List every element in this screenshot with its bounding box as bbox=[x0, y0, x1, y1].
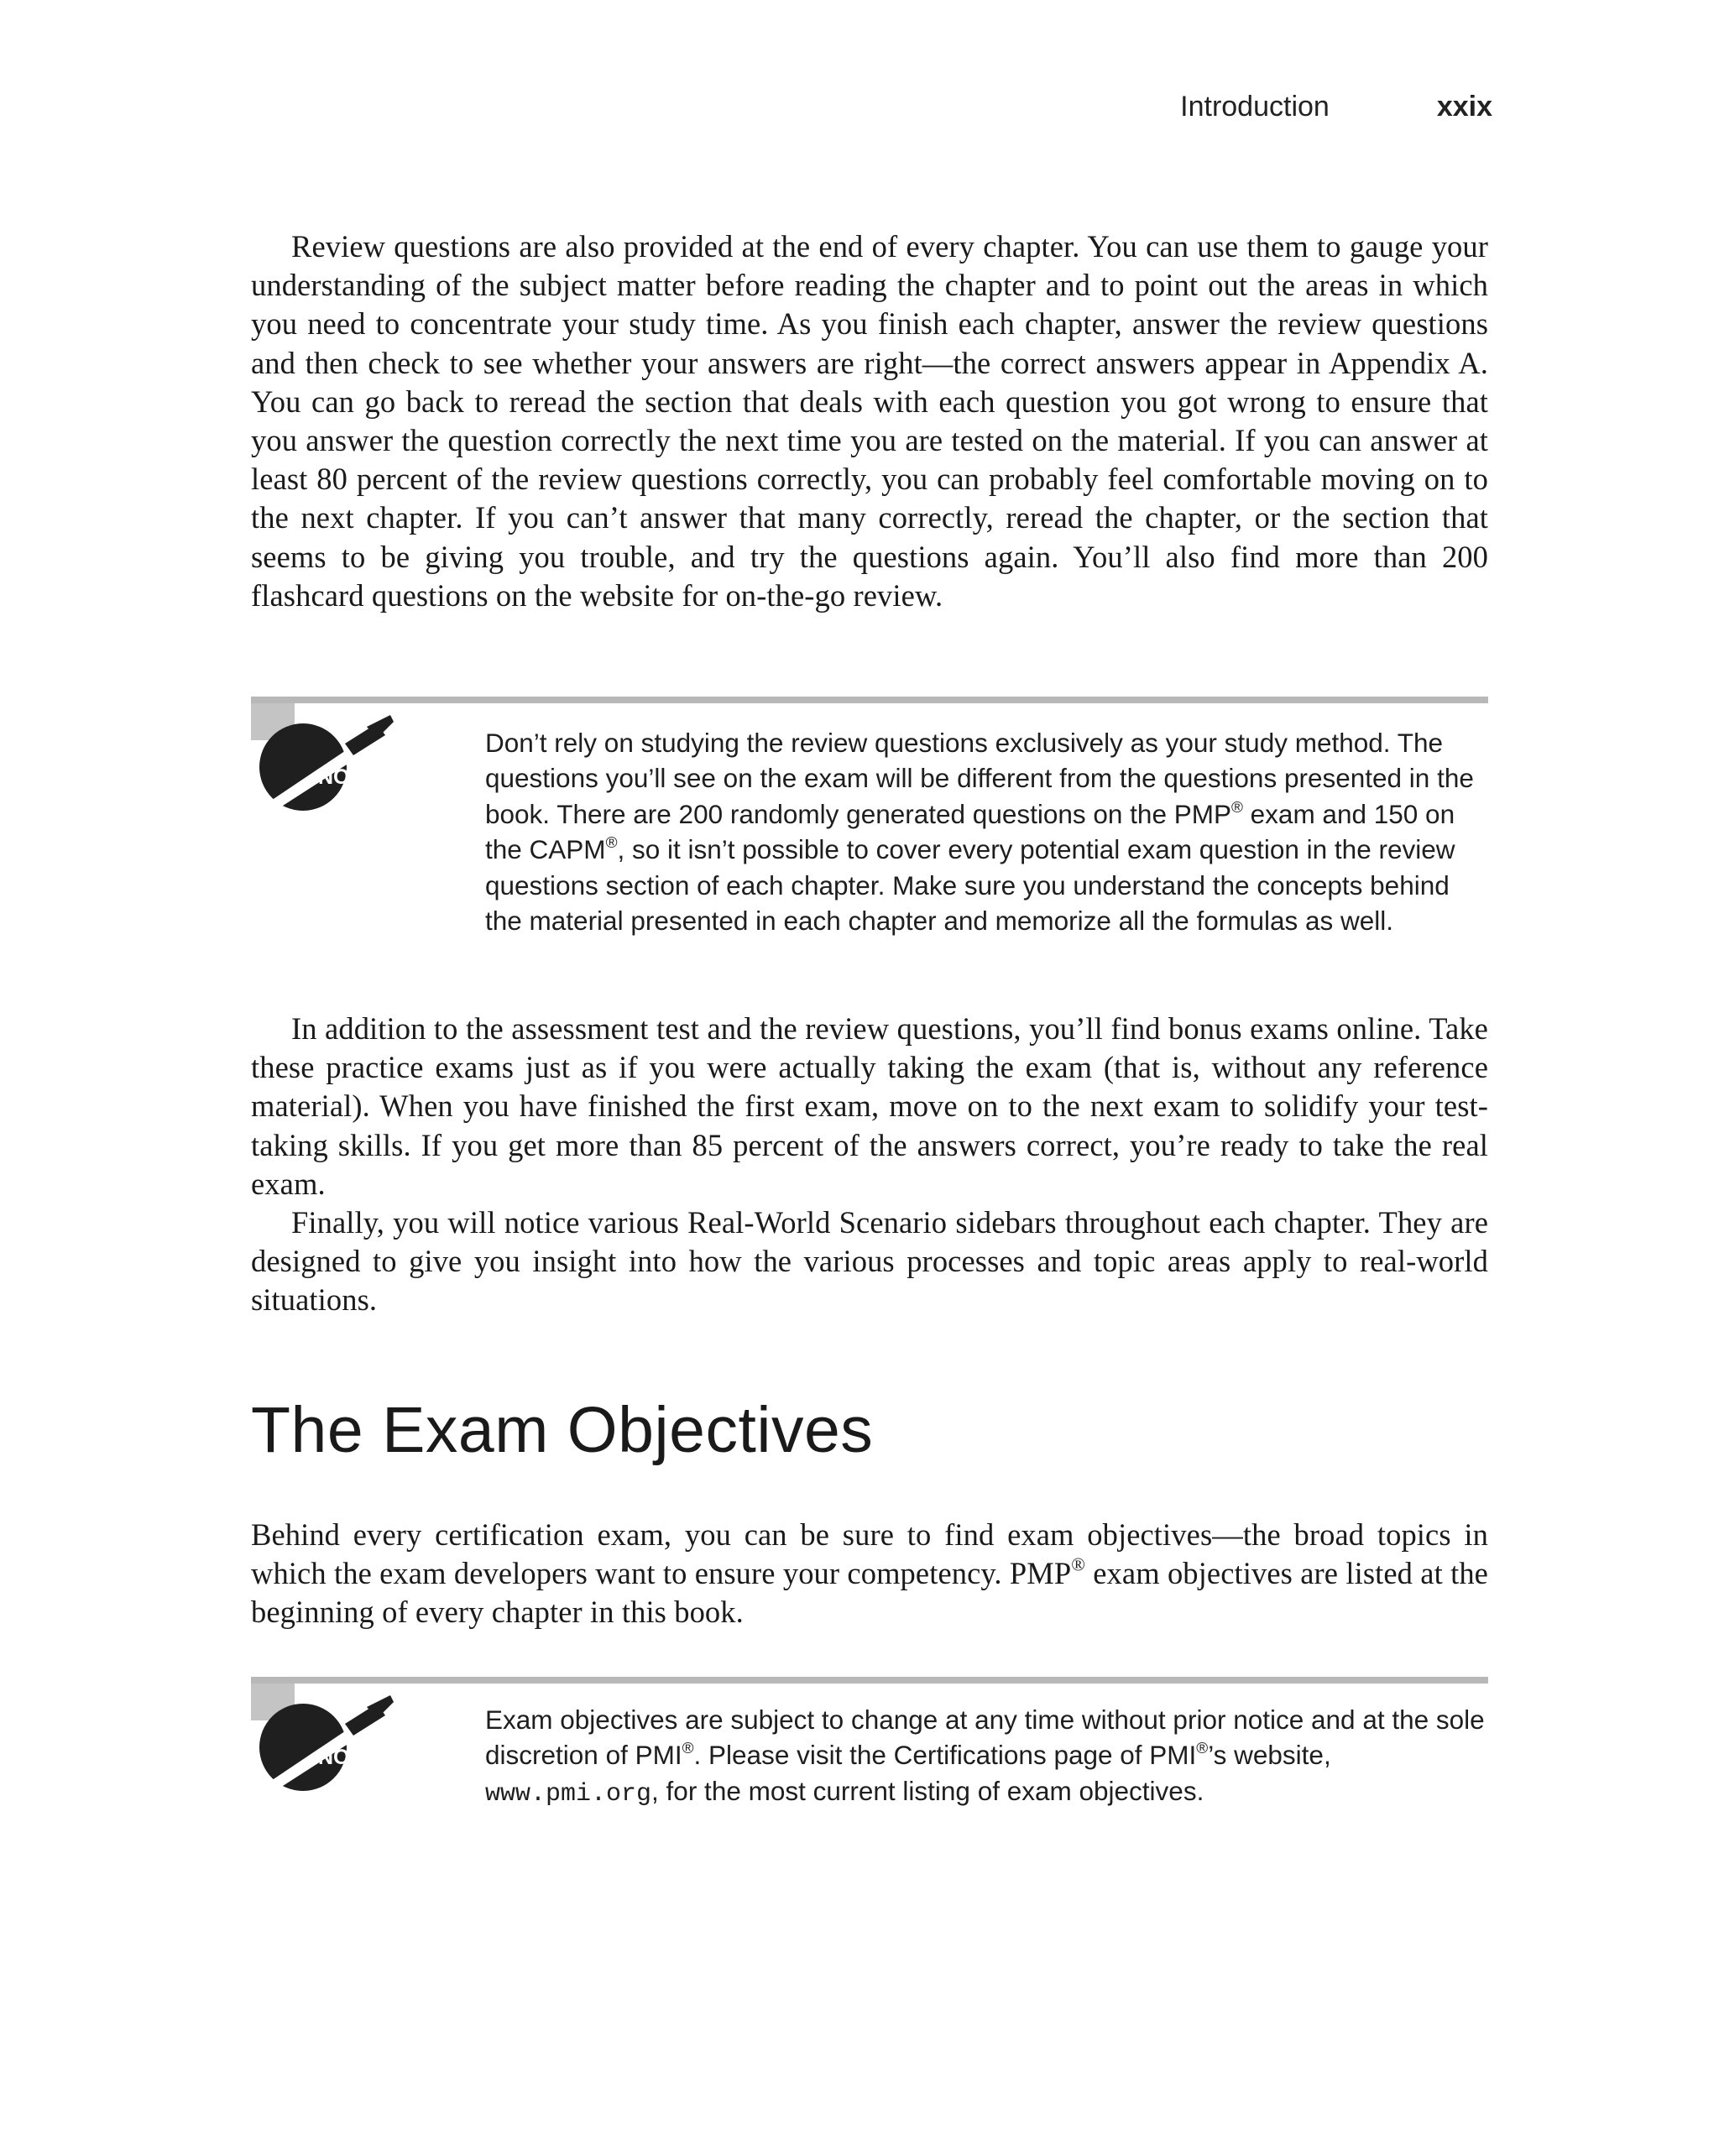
note-text-part: ’s website, bbox=[1208, 1740, 1331, 1771]
note-text bbox=[485, 1702, 1487, 1812]
pmi-website-link[interactable]: www.pmi.org bbox=[485, 1779, 652, 1809]
note-box bbox=[251, 697, 1488, 982]
body-paragraph-exam-objectives bbox=[251, 1516, 1488, 1632]
registered-mark: ® bbox=[1071, 1553, 1085, 1575]
body-text-part: Behind every certification exam, you can be sure to find exam objectives—the broad topics in which the exam developers want to ensure your competency. PMP bbox=[251, 1517, 1488, 1591]
body-paragraph-real-world: Finally, you will notice various Real-World Scenario sidebars throughout each chapter. They are designed to give you insight into how the various processes and topic areas apply to real-world situations. bbox=[251, 1205, 1488, 1318]
note-pen-icon bbox=[251, 1695, 402, 1796]
note-label: NOTE bbox=[318, 1746, 377, 1769]
note-rule bbox=[251, 697, 1488, 703]
registered-mark: ® bbox=[1230, 798, 1243, 817]
note-text-part: exam and 150 on the CAPM bbox=[485, 798, 1455, 865]
note-text-part: . Please visit the Certifications page of PMI bbox=[693, 1740, 1197, 1771]
registered-mark: ® bbox=[682, 1740, 694, 1758]
running-head bbox=[1180, 91, 1492, 123]
note-text bbox=[485, 725, 1487, 938]
note-pen-icon bbox=[251, 715, 402, 816]
note-label: NOTE bbox=[318, 765, 377, 789]
note-box bbox=[251, 1677, 1488, 1836]
note-text-part: , for the most current listing of exam objectives. bbox=[651, 1775, 1204, 1806]
body-paragraph-review-questions: Review questions are also provided at the end of every chapter. You can use them to gauge your understanding of the subject matter before reading the chapter and to point out the areas in which you need to concentrate your study time. As you finish each chapter, answer the review questions and then check to see whether your answers are right—the correct answers appear in Appendix A. You can go back to reread the section that deals with each question you got wrong to ensure that you answer the question correctly the next time you are tested on the material. If you can answer at least 80 percent of the review questions correctly, you can probably feel comfortable moving on to the next chapter. If you can’t answer that many correctly, reread the chapter, or the section that seems to be giving you trouble, and try the questions again. You’ll also find more than 200 flashcard questions on the website for on-the-go review. bbox=[251, 229, 1488, 613]
section-heading: The Exam Objectives bbox=[251, 1394, 874, 1466]
running-head-section: Introduction bbox=[1180, 91, 1330, 123]
registered-mark: ® bbox=[605, 834, 618, 852]
registered-mark: ® bbox=[1196, 1740, 1209, 1758]
note-text-part: Don’t rely on studying the review questions exclusively as your study method. The questions you’ll see on the exam will be different from the questions presented in the book. There are 200 randomly generated questions on the PMP bbox=[485, 728, 1474, 829]
body-paragraph-bonus-exams: In addition to the assessment test and the review questions, you’ll find bonus exams online. Take these practice exams just as if you were actually taking the exam (that is, without any reference material). When you have finished the first exam, move on to the next exam to solidify your test-taking skills. If you get more than 85 percent of the answers correct, you’re ready to take the real exam. bbox=[251, 1011, 1488, 1201]
page-number: xxix bbox=[1436, 91, 1492, 123]
body-text-part: exam objectives are listed at the beginning of every chapter in this book. bbox=[251, 1556, 1488, 1630]
note-text-part: , so it isn’t possible to cover every potential exam question in the review questions section of each chapter. Make sure you understand the concepts behind the material presented in each chapter and memorize all the formulas as well. bbox=[485, 834, 1455, 937]
note-text-part: Exam objectives are subject to change at any time without prior notice and at the sole discretion of PMI bbox=[485, 1704, 1485, 1771]
note-rule bbox=[251, 1677, 1488, 1684]
